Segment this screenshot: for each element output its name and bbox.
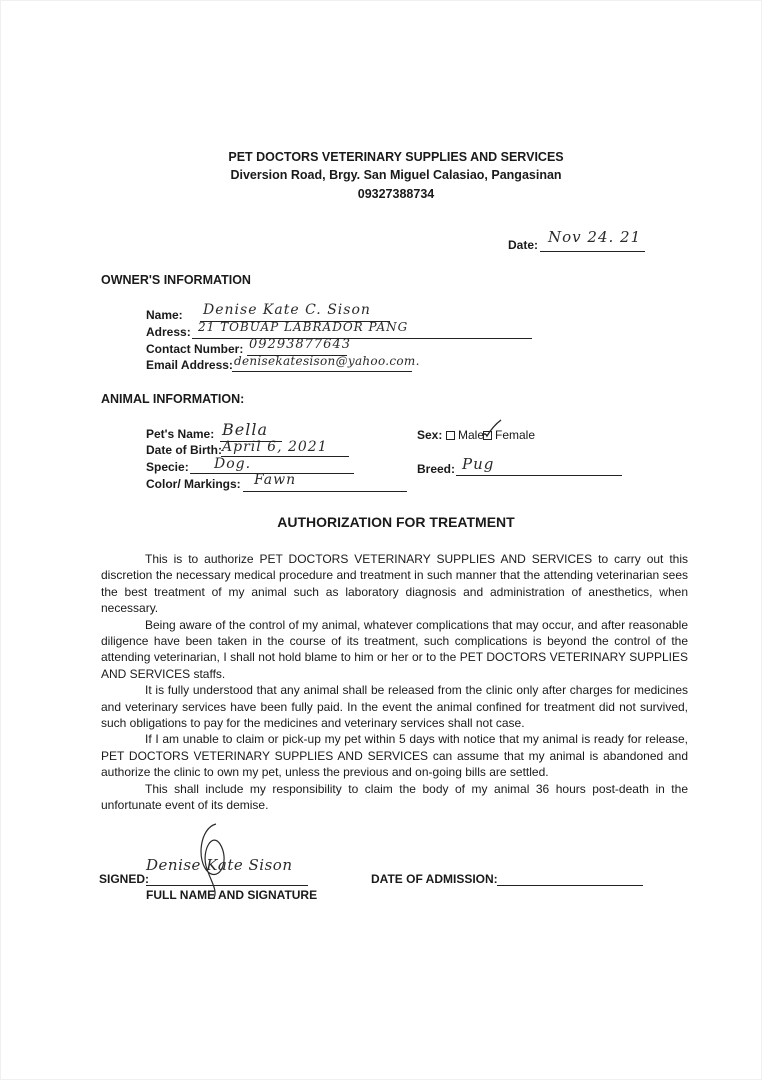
authorization-paragraph: Being aware of the control of my animal, whatever complications that may occur, and after reasonable diligence have been taken in the course of its treatment, such complications is beyond the control of the attending veterinarian, I shall not hold blame to him or her or to the PET DOCTORS VETERINARY SUPPLIES AND SERVICES staffs.: [101, 617, 688, 681]
admission-date-line: [497, 885, 643, 886]
authorization-title: AUTHORIZATION FOR TREATMENT: [277, 514, 515, 530]
clinic-address: Diversion Road, Brgy. San Miguel Calasiao, Pangasinan: [230, 168, 562, 182]
authorization-paragraph: This is to authorize PET DOCTORS VETERINARY SUPPLIES AND SERVICES to carry out this discretion the necessary medical procedure and treatment in such manner that the attending veterinarian sees the best treatment of my animal such as laboratory diagnosis and administration of anesthetics, when necessary.: [101, 552, 688, 616]
color-line: [243, 491, 407, 492]
owner-address-value: 21 TOBUAP LABRADOR PANG: [198, 320, 409, 334]
date-line: [540, 251, 645, 252]
clinic-phone: 09327388734: [357, 187, 435, 201]
breed-label: Breed:: [417, 462, 456, 476]
owner-name-label: Name:: [146, 308, 183, 322]
signature-caption: FULL NAME AND SIGNATURE: [146, 888, 318, 902]
pet-name-value: Bella: [222, 420, 268, 439]
owner-section-title: OWNER'S INFORMATION: [101, 273, 251, 287]
date-label: Date:: [508, 238, 539, 252]
dob-label: Date of Birth:: [146, 443, 222, 457]
dob-value: April 6, 2021: [222, 439, 328, 455]
sex-female-label: Female: [495, 428, 536, 442]
signature-value: Denise Kate Sison: [146, 856, 293, 874]
color-label: Color/ Markings:: [146, 477, 241, 491]
specie-value: Dog.: [214, 456, 252, 472]
authorization-paragraph: It is fully understood that any animal shall be released from the clinic only after charges for medicines and veterinary services have been fully paid. In the event the animal confined for treatment did not survived, such obligations to pay for the medicines and veterinary services shall not case.: [101, 683, 688, 731]
owner-email-label: Email Address:: [146, 358, 233, 372]
owner-contact-label: Contact Number:: [146, 342, 244, 356]
admission-label: DATE OF ADMISSION:: [371, 872, 498, 886]
clinic-name: PET DOCTORS VETERINARY SUPPLIES AND SERVICES: [228, 150, 564, 164]
owner-contact-value: 09293877643: [249, 337, 351, 352]
owner-email-value: denisekatesison@yahoo.com.: [234, 354, 420, 368]
sex-label: Sex:: [417, 428, 443, 442]
authorization-paragraph: This shall include my responsibility to claim the body of my animal 36 hours post-death in the unfortunate event of its demise.: [101, 781, 688, 813]
pet-name-label: Pet's Name:: [146, 427, 215, 441]
owner-address-label: Adress:: [146, 325, 191, 339]
authorization-paragraph: If I am unable to claim or pick-up my pet within 5 days with notice that my animal is ready for release, PET DOCTORS VETERINARY SUPPLIES AND SERVICES can assume that my animal is abandoned and authorize the clinic to own my pet, unless the previous and on-going bills are settled.: [101, 732, 688, 780]
sex-male-label: Male: [458, 428, 485, 442]
signed-label: SIGNED:: [99, 872, 150, 886]
specie-label: Specie:: [146, 460, 189, 474]
color-value: Fawn: [254, 472, 297, 488]
date-value: Nov 24. 21: [548, 228, 642, 246]
authorization-body: [101, 551, 688, 814]
sex-male-checkbox[interactable]: [446, 431, 455, 440]
breed-value: Pug: [462, 455, 495, 473]
breed-line: [456, 475, 622, 476]
owner-address-line: [192, 338, 532, 339]
animal-section-title: ANIMAL INFORMATION:: [101, 392, 245, 406]
owner-email-line: [232, 371, 412, 372]
owner-name-value: Denise Kate C. Sison: [203, 302, 371, 318]
